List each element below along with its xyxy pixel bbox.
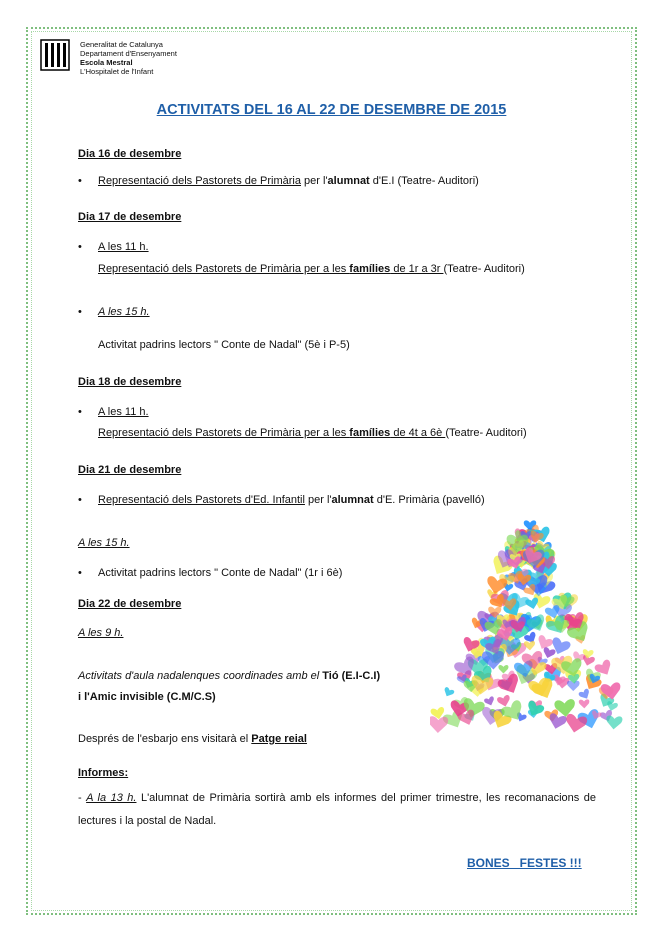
heart-shape — [579, 699, 590, 708]
day17-item1-link-bold: famílies — [349, 263, 391, 275]
day17-item1-end: (Teatre- Auditori) — [443, 263, 525, 275]
day22-patge-link[interactable]: Patge reial — [251, 733, 307, 745]
page-title: ACTIVITATS DEL 16 AL 22 DE DESEMBRE DE 2015 — [156, 102, 507, 118]
bullet: • — [78, 241, 82, 253]
day16-item-link[interactable]: Representació dels Pastorets de Primària — [98, 175, 301, 187]
day16-item — [98, 175, 479, 187]
day16-heading: Dia 16 de desembre — [78, 148, 182, 160]
organization-header — [80, 40, 177, 76]
generalitat-logo — [40, 39, 70, 71]
heart-shape — [497, 694, 512, 708]
day22-activity-line2: i l'Amic invisible (C.M/C.S) — [78, 691, 216, 703]
day22-activity-italic: Activitats d'aula nadalenques coordinades amb el — [78, 670, 323, 682]
bullet: • — [78, 306, 82, 318]
day18-item1-time: A les 11 h. — [98, 406, 149, 418]
bullet: • — [78, 406, 82, 418]
day21-time2: A les 15 h. — [78, 537, 130, 549]
day21-item1-bold: alumnat — [331, 494, 374, 506]
closing-greeting: BONES FESTES !!! — [467, 856, 582, 870]
day18-item1-link-bold: famílies — [349, 427, 391, 439]
day21-item1 — [98, 494, 485, 506]
day17-heading: Dia 17 de desembre — [78, 211, 182, 223]
day18-item1-link-a: Representació dels Pastorets de Primària per a les — [98, 427, 350, 439]
day18-item1-end: (Teatre- Auditori) — [445, 427, 527, 439]
org-line-4: L'Hospitalet de l'Infant — [80, 67, 154, 76]
informes-heading: Informes: — [78, 767, 129, 779]
day22-activity — [78, 670, 380, 682]
day17-item1-link[interactable] — [98, 263, 443, 275]
day21-heading: Dia 21 de desembre — [78, 464, 182, 476]
day22-activity-tio: Tió (E.I-C.I) — [322, 670, 381, 682]
day17-item1-link-b: de 1r a 3r — [390, 263, 444, 275]
heart-shape — [578, 688, 592, 701]
christmas-tree-hearts-illustration — [430, 512, 630, 734]
day21-item1-mid: per l' — [304, 494, 332, 506]
day21-item2-text: Activitat padrins lectors " Conte de Nadal" (1r i 6è) — [98, 567, 343, 579]
org-line-2: Departament d'Ensenyament — [80, 49, 177, 58]
bullet: • — [78, 567, 82, 579]
day18-heading: Dia 18 de desembre — [78, 376, 182, 388]
bullet: • — [78, 494, 82, 506]
heart-shape — [442, 686, 455, 698]
heart-shape — [498, 665, 508, 673]
day22-patge-text: Després de l'esbarjo ens visitarà el — [78, 733, 252, 745]
heart-shape — [484, 696, 496, 707]
informes-text: L'alumnat de Primària sortirà amb els informes del primer trimestre, les recomanacions de lectures i la postal de Nadal. — [78, 792, 596, 827]
day17-item1-time: A les 11 h. — [98, 241, 149, 253]
org-line-1: Generalitat de Catalunya — [80, 40, 163, 49]
day18-item1 — [98, 427, 527, 439]
day21-item1-end: d'E. Primària (pavelló) — [373, 494, 485, 506]
day17-item1 — [98, 263, 525, 275]
day22-patge — [78, 733, 307, 745]
day17-item2-text: Activitat padrins lectors " Conte de Nadal" (5è i P-5) — [98, 339, 350, 351]
day17-item1-link-a: Representació dels Pastorets de Primària per a les — [98, 263, 350, 275]
day18-item1-link-b: de 4t a 6è — [390, 427, 446, 439]
informes-time: A la 13 h. — [86, 792, 137, 804]
heart-shape — [606, 715, 623, 730]
bullet: • — [78, 175, 82, 187]
day16-item-bold: alumnat — [327, 175, 370, 187]
day22-time: A les 9 h. — [78, 627, 124, 639]
heart-shape — [542, 647, 557, 660]
day16-item-mid: per l' — [300, 175, 328, 187]
day17-item2-time: A les 15 h. — [98, 306, 150, 318]
day21-item1-link[interactable]: Representació dels Pastorets d'Ed. Infantil — [98, 494, 305, 506]
day18-item1-link[interactable] — [98, 427, 445, 439]
day16-item-end: d'E.I (Teatre- Auditori) — [369, 175, 479, 187]
informes-dash: - — [78, 792, 87, 804]
org-line-3: Escola Mestral — [80, 58, 133, 67]
informes-paragraph — [78, 787, 596, 833]
day22-heading: Dia 22 de desembre — [78, 598, 182, 610]
